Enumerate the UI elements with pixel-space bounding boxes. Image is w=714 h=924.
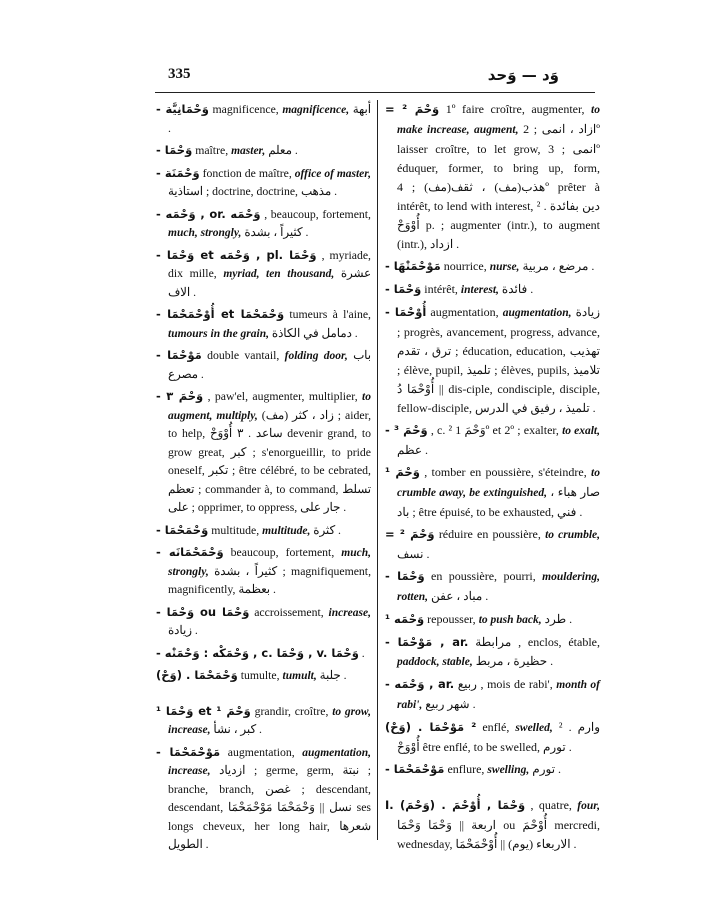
definition-tail: عظم .	[397, 443, 428, 457]
definition-text: augmentation,	[220, 745, 303, 759]
definition-tail: طرد .	[541, 612, 573, 626]
definition-tail: زيادة .	[168, 624, 198, 637]
definition-tail: أبهة .	[168, 103, 371, 135]
english-translation: to grow, increase,	[168, 705, 371, 736]
definition-tail: استاذية ; doctrine, doctrine, مذهب .	[168, 185, 338, 198]
english-translation: augmentation, increase,	[168, 746, 371, 777]
headword-syriac: - وَحْمَه , or. وَحْمَه	[156, 206, 261, 221]
definition-text: enflé,	[476, 720, 516, 734]
dictionary-entry	[156, 346, 371, 384]
english-translation: augmentation,	[502, 307, 572, 319]
dictionary-entry	[385, 567, 600, 607]
dictionary-entry	[156, 603, 371, 641]
definition-text: en poussière, pourri,	[424, 569, 543, 583]
definition-text: réduire en poussière,	[434, 527, 546, 541]
dictionary-entry	[385, 525, 600, 564]
definition-text: مرابطة , enclos, étable,	[468, 635, 600, 649]
definition-tail: دمامل في الكاذة .	[268, 326, 358, 340]
column-divider	[377, 100, 378, 840]
definition-text: , tomber en poussière, s'éteindre,	[419, 465, 592, 479]
english-translation: much, strongly,	[168, 547, 371, 578]
headword-syriac: = ² وَحْمَ	[385, 102, 440, 116]
definition-text: intérêt,	[421, 282, 461, 296]
english-translation: much, strongly,	[168, 227, 242, 239]
definition-tail: ازاد ، انمى ; 2º laisser croître, to let grow, انمى ; 3º éduquer, former, to bring up, form, هذب(مف) ، ثقف(مف) ; 4º prêter à intérêt, to lend with interest, دين بفائدة . ² أُوْوَحْ p. ; augmenter (intr.), to augment (intr.), ازداد .	[397, 122, 601, 251]
english-translation: four,	[577, 800, 600, 812]
dictionary-entry	[156, 141, 371, 161]
definition-text: enflure,	[444, 762, 488, 776]
dictionary-entry	[156, 205, 371, 243]
headword-syriac: - أُوْحْمَا	[385, 305, 427, 319]
definition-text: beaucoup, fortement,	[223, 546, 342, 559]
definition-text: 1º faire croître, augmenter,	[439, 102, 592, 116]
header-rule	[155, 92, 595, 93]
left-column	[156, 100, 371, 858]
headword-syriac: (وَحْ) . ² مَوْحْمَا	[385, 720, 477, 734]
headword-syriac: ¹ وَحْمَه	[385, 612, 425, 626]
english-translation: master,	[231, 145, 266, 157]
definition-tail: شهر ربيع .	[422, 697, 476, 711]
dictionary-entry	[156, 246, 371, 303]
headword-syriac: - مَوْحْمَا	[156, 348, 202, 362]
definition-text: augmentation,	[426, 305, 503, 319]
dictionary-entry	[385, 610, 600, 630]
english-translation: swelling,	[487, 764, 530, 776]
dictionary-entry	[385, 796, 600, 854]
definition-text: grandir, croître,	[250, 704, 333, 718]
english-translation: nurse,	[489, 261, 520, 273]
dictionary-entry	[385, 280, 600, 300]
english-translation: increase,	[328, 606, 371, 619]
definition-tail: جلبة .	[316, 669, 347, 682]
definition-text: accroissement,	[249, 605, 329, 619]
headword-syriac: - وَحْمَ ³	[385, 423, 428, 437]
english-translation: folding door,	[284, 350, 348, 362]
english-translation: to make increase, augment,	[397, 104, 600, 136]
headword-syriac: - مَوْحْمَنْهَا	[385, 259, 441, 273]
definition-text: maître,	[192, 144, 232, 157]
headword-syriac: ¹ وَحْمَ	[385, 465, 420, 479]
definition-tail: باب مصرع .	[168, 349, 371, 381]
definition-text: tumulte,	[237, 669, 283, 682]
english-translation: interest,	[460, 284, 499, 296]
dictionary-entry	[156, 743, 371, 855]
dictionary-entry	[156, 305, 371, 343]
dictionary-entry	[156, 164, 371, 202]
definition-text: nourrice,	[440, 259, 490, 273]
english-translation: magnificence,	[282, 104, 350, 116]
definition-text: tumeurs à l'aine,	[284, 308, 371, 321]
english-translation: office of master,	[294, 167, 372, 180]
definition-tail: حظيرة ، مربط .	[472, 654, 554, 668]
english-translation: paddock, stable,	[397, 656, 473, 668]
definition-tail: زيادة ; progrès, avancement, progress, advance, ترق ، تقدم ; éducation, education, تهذيب ; élève, pupil, تلميذ ; élèves, pupils, تلاميذ || أُوْحْمَا دُ dis-ciple, condisciple, disciple, fellow-disciple, تلميذ ، رفيق في الدرس .	[397, 305, 600, 415]
headword-syriac: - وَحْمَا	[156, 143, 193, 157]
definition-text: multitude,	[208, 523, 263, 537]
dictionary-entry	[156, 644, 371, 664]
english-translation: to crumble,	[545, 529, 600, 541]
page-number: 335	[168, 66, 191, 82]
dictionary-entry	[385, 633, 600, 672]
right-column	[385, 100, 600, 857]
english-translation: myriad, ten thousand,	[223, 268, 335, 280]
english-translation: to crumble away, be extinguished,	[397, 467, 600, 499]
definition-tail: كثيراً ، بشدة ; magnifiquement, magnificently, بعظمة .	[168, 564, 372, 596]
definition-tail: كبر ، نشأ .	[210, 723, 262, 736]
headword-syriac: ¹ وَحْمَا et ¹ وَحْمَ	[156, 703, 251, 718]
definition-text: ربيع , mois de rabi',	[454, 677, 557, 691]
dictionary-entry	[385, 760, 600, 780]
definition-text: , quatre,	[525, 798, 578, 812]
english-translation: tumours in the grain,	[168, 327, 269, 340]
english-translation: tumult,	[282, 670, 317, 682]
definition-text: repousser,	[424, 612, 479, 626]
definition-tail: وارم . ² أُوْوَحْ être enflé, to be swelled, تورم .	[397, 720, 600, 754]
definition-tail: عشرة الاف .	[168, 267, 371, 299]
headword-syriac: - وَحْمَنَة	[156, 165, 200, 180]
english-translation: month of rabi',	[397, 679, 601, 711]
headword-syriac: - وَحْمَا	[385, 569, 425, 583]
headword-syriac: = ² وَحْمَ	[385, 527, 435, 541]
dictionary-entry	[156, 100, 371, 138]
dictionary-entry	[156, 387, 371, 518]
definition-text: double vantail,	[201, 349, 285, 362]
headword-syriac: I. (وَحْمَ) . وَحْمَا , أُوْحْمَ	[385, 798, 526, 812]
definition-tail: معلم .	[265, 144, 298, 157]
definition-tail: اربعة || وَحْمَا وَحْمَا ou أُوْحْمَ mercredi, wednesday, الاربعاء (يوم) || أُوْحْمَحْمَا .	[397, 818, 601, 851]
headword-syriac: - وَحْمَ ٣	[156, 389, 204, 403]
headword-syriac: - أُوْحْمَحْمَا et وَحْمَحْمَا	[156, 307, 285, 321]
definition-tail: فائدة .	[498, 282, 534, 296]
running-head: وَد — وَحد	[487, 66, 559, 84]
dictionary-entry	[156, 666, 371, 686]
dictionary-entry	[385, 257, 600, 277]
headword-syriac: (وَحْ) . وَحْمَحْمَا	[156, 668, 238, 682]
headword-syriac: - وَحْمَحْمَا	[156, 522, 209, 537]
english-translation: to push back,	[478, 614, 542, 626]
dictionary-entry	[385, 100, 600, 254]
definition-tail: تورم .	[529, 762, 562, 776]
headword-syriac: - مَوْحْمَحْمَا	[156, 744, 221, 759]
dictionary-entry	[385, 303, 600, 418]
headword-syriac: - مَوْحْمَحْمَا	[385, 762, 445, 776]
headword-syriac: - وَحْمَحْمَانَه	[156, 545, 224, 559]
definition-tail: كثيراً ، بشدة .	[241, 226, 309, 239]
english-translation: swelled,	[515, 722, 553, 734]
definition-tail: مرضع ، مربية .	[519, 259, 595, 273]
headword-syriac: - وَحْمَا ou وَحْمَا	[156, 604, 250, 619]
english-translation: to exalt,	[562, 425, 600, 437]
definition-text: , beaucoup, fortement,	[260, 207, 371, 221]
definition-text: fonction de maître,	[199, 166, 295, 180]
definition-text: , paw'el, augmenter, multiplier,	[203, 390, 363, 403]
dictionary-entry	[385, 463, 600, 522]
dictionary-entry	[385, 718, 600, 757]
headword-syriac: - وَحْمَا et وَحْمَه , pl. وَحْمَا	[156, 247, 317, 262]
definition-tail: ازدياد ; germe, germ, نبتة ; branche, branch, غصن ; descendant, descendant, نسل || وَحْمَحْمَا مَوْحْمَحْمَا ses longs cheveux, her long hair, شعرها الطويل .	[168, 764, 372, 851]
english-translation: multitude,	[262, 524, 311, 537]
definition-tail: نسف .	[397, 547, 430, 561]
headword-syriac: - وَحْمَكْه : وَحْمَنْه , c. وَحْمَا , v. وَحْمَا	[156, 645, 359, 660]
headword-syriac: - مَوْحْمَا , ar.	[385, 635, 469, 649]
definition-tail: كثرة .	[310, 523, 341, 537]
english-translation: to augment, multiply,	[168, 391, 371, 422]
headword-syriac: - وَحْمَا	[385, 282, 422, 296]
dictionary-entry	[156, 702, 371, 740]
definition-tail: (مف) زاد ، كثر ; aider, to help, ساعد . ٣ أُوْوَحْ devenir grand, to grow great, كبر ; s'enorgueillir, to pride oneself, تكبر ; être célébré, to be cebrated, تعظم ; commander à, to command, تسلط على ; opprimer, to oppress, جار على .	[168, 408, 372, 514]
english-translation: mouldering, rotten,	[397, 571, 600, 603]
definition-text: , c. ² وَحْمَ 1º et 2º ; exalter,	[427, 423, 563, 437]
headword-syriac: - وَحْمَانِيَّة	[156, 102, 209, 116]
headword-syriac: - وَحْمَه , ar.	[385, 677, 455, 691]
dictionary-entry	[385, 675, 600, 715]
dictionary-entry	[156, 543, 371, 600]
definition-tail: مباد ، عفن .	[428, 589, 489, 603]
definition-text: , myriade, dix mille,	[168, 248, 371, 280]
definition-text: magnificence,	[208, 103, 283, 116]
definition-tail: صار هباء ، باد ; être épuisé, to be exhausted, فني .	[397, 485, 601, 519]
dictionary-entry	[156, 521, 371, 541]
dictionary-entry	[385, 421, 600, 460]
definition-text: .	[358, 646, 365, 660]
